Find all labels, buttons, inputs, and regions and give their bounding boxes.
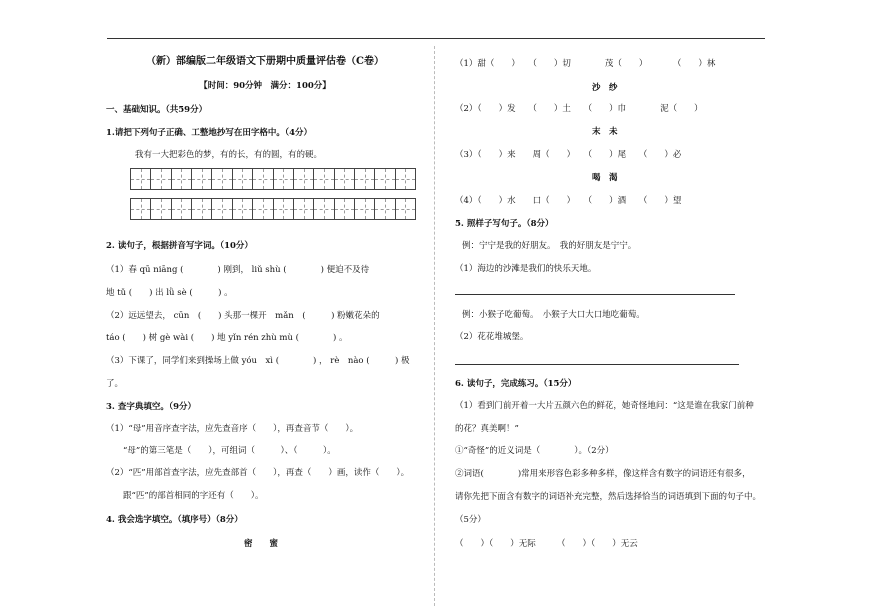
- exam-title: （新）部编版二年级语文下册期中质量评估卷（C卷）: [146, 56, 384, 67]
- question-6-paragraph: （1）看到门前开着一大片五颜六色的鲜花，她奇怪地问：“这是谁在我家门前种: [455, 401, 754, 411]
- section-1-heading: 一、基础知识。（共59分）: [106, 105, 208, 115]
- question-2-line: táo ( ) 树 gè wài ( ) 地 yǐn rén zhù mù ( ) 。: [106, 333, 348, 343]
- question-2-line: 了。: [106, 379, 124, 389]
- question-6-sub-2: 请你先把下面含有数字的词语补充完整，然后选择恰当的词语填到下面的句子中。: [455, 492, 762, 502]
- tianzige-grid-row-2[interactable]: [130, 198, 416, 220]
- question-4-line: （2）（ ）发 （ ）土 （ ）巾 泥（ ）: [455, 104, 703, 114]
- column-divider: [434, 46, 435, 606]
- question-4-line: （1）甜（ ） （ ）切 茂（ ） （ ）林: [455, 59, 716, 69]
- question-4-char-pair: 沙 纱: [592, 83, 618, 93]
- question-5-item: （1）海边的沙滩是我们的快乐天地。: [455, 264, 597, 274]
- question-4-line: （3）（ ）来 周（ ） （ ）尾 （ ）必: [455, 150, 682, 160]
- question-2-line: （1）春 qū niāng ( ) 刚到， liǔ shù ( ) 便迫不及待: [106, 265, 370, 275]
- question-3: 3. 查字典填空。（9分）: [106, 402, 196, 412]
- question-6-sub-2: （5分）: [455, 515, 486, 525]
- answer-line[interactable]: [455, 294, 735, 295]
- question-6-sub-2: ②词语( )常用来形容色彩多种多样，像这样含有数字的词语还有很多，: [455, 469, 751, 479]
- question-4-char-pair: 喝 渴: [592, 173, 618, 183]
- question-6-paragraph: 的花？真美啊！”: [455, 424, 519, 434]
- exam-meta: 【时间：90分钟 满分：100分】: [199, 81, 331, 91]
- question-3-line: （1）“母”用音序查字法，应先查音序（ ），再查音节（ ）。: [106, 424, 359, 434]
- question-2-line: 地 tǔ ( ) 出 lǜ sè ( ) 。: [106, 288, 233, 298]
- question-2: 2. 读句子，根据拼音写字词。（10分）: [106, 241, 253, 251]
- question-4: 4. 我会选字填空。（填序号）（8分）: [106, 515, 243, 525]
- tianzige-grid-row-1[interactable]: [130, 168, 416, 190]
- question-4-char-pair: 末 未: [592, 127, 618, 137]
- question-4-char-pair: 密 蜜: [244, 539, 279, 549]
- question-2-line: （2）远远望去， cūn ( ) 头那一棵开 mǎn ( ) 粉嫩花朵的: [106, 311, 380, 321]
- question-5-item: （2）花花堆城堡。: [455, 332, 529, 342]
- question-5-example: 例：宁宁是我的好朋友。 我的好朋友是宁宁。: [462, 241, 637, 251]
- question-3-line: 跟“匹”的部首相同的字还有（ ）。: [123, 491, 264, 501]
- question-3-line: （2）“匹”用部首查字法，应先查部首（ ），再查（ ）画，读作（ ）。: [106, 468, 410, 478]
- top-rule: [107, 38, 765, 39]
- question-3-line: “母”的第三笔是（ ），可组词（ ）、（ ）。: [123, 446, 336, 456]
- question-6-sub-1: ①“奇怪”的近义词是（ ）。（2分）: [455, 446, 614, 456]
- question-5-example: 例：小猴子吃葡萄。 小猴子大口大口地吃葡萄。: [462, 310, 645, 320]
- question-5: 5. 照样子写句子。（8分）: [455, 219, 554, 229]
- answer-line[interactable]: [455, 364, 739, 365]
- question-6-words: （ ）（ ）无际 （ ）（ ）无云: [455, 539, 638, 549]
- question-6: 6. 读句子，完成练习。（15分）: [455, 379, 577, 389]
- question-2-line: （3）下课了，同学们来到操场上做 yóu xì ( ) ， rè nào ( ) 极: [106, 356, 410, 366]
- question-1-sentence: 我有一大把彩色的梦，有的长，有的圆，有的硬。: [135, 150, 323, 160]
- question-1: 1.请把下列句子正确、工整地抄写在田字格中。（4分）: [106, 128, 313, 138]
- question-4-line: （4）（ ）水 口（ ） （ ）酒 （ ）望: [455, 196, 682, 206]
